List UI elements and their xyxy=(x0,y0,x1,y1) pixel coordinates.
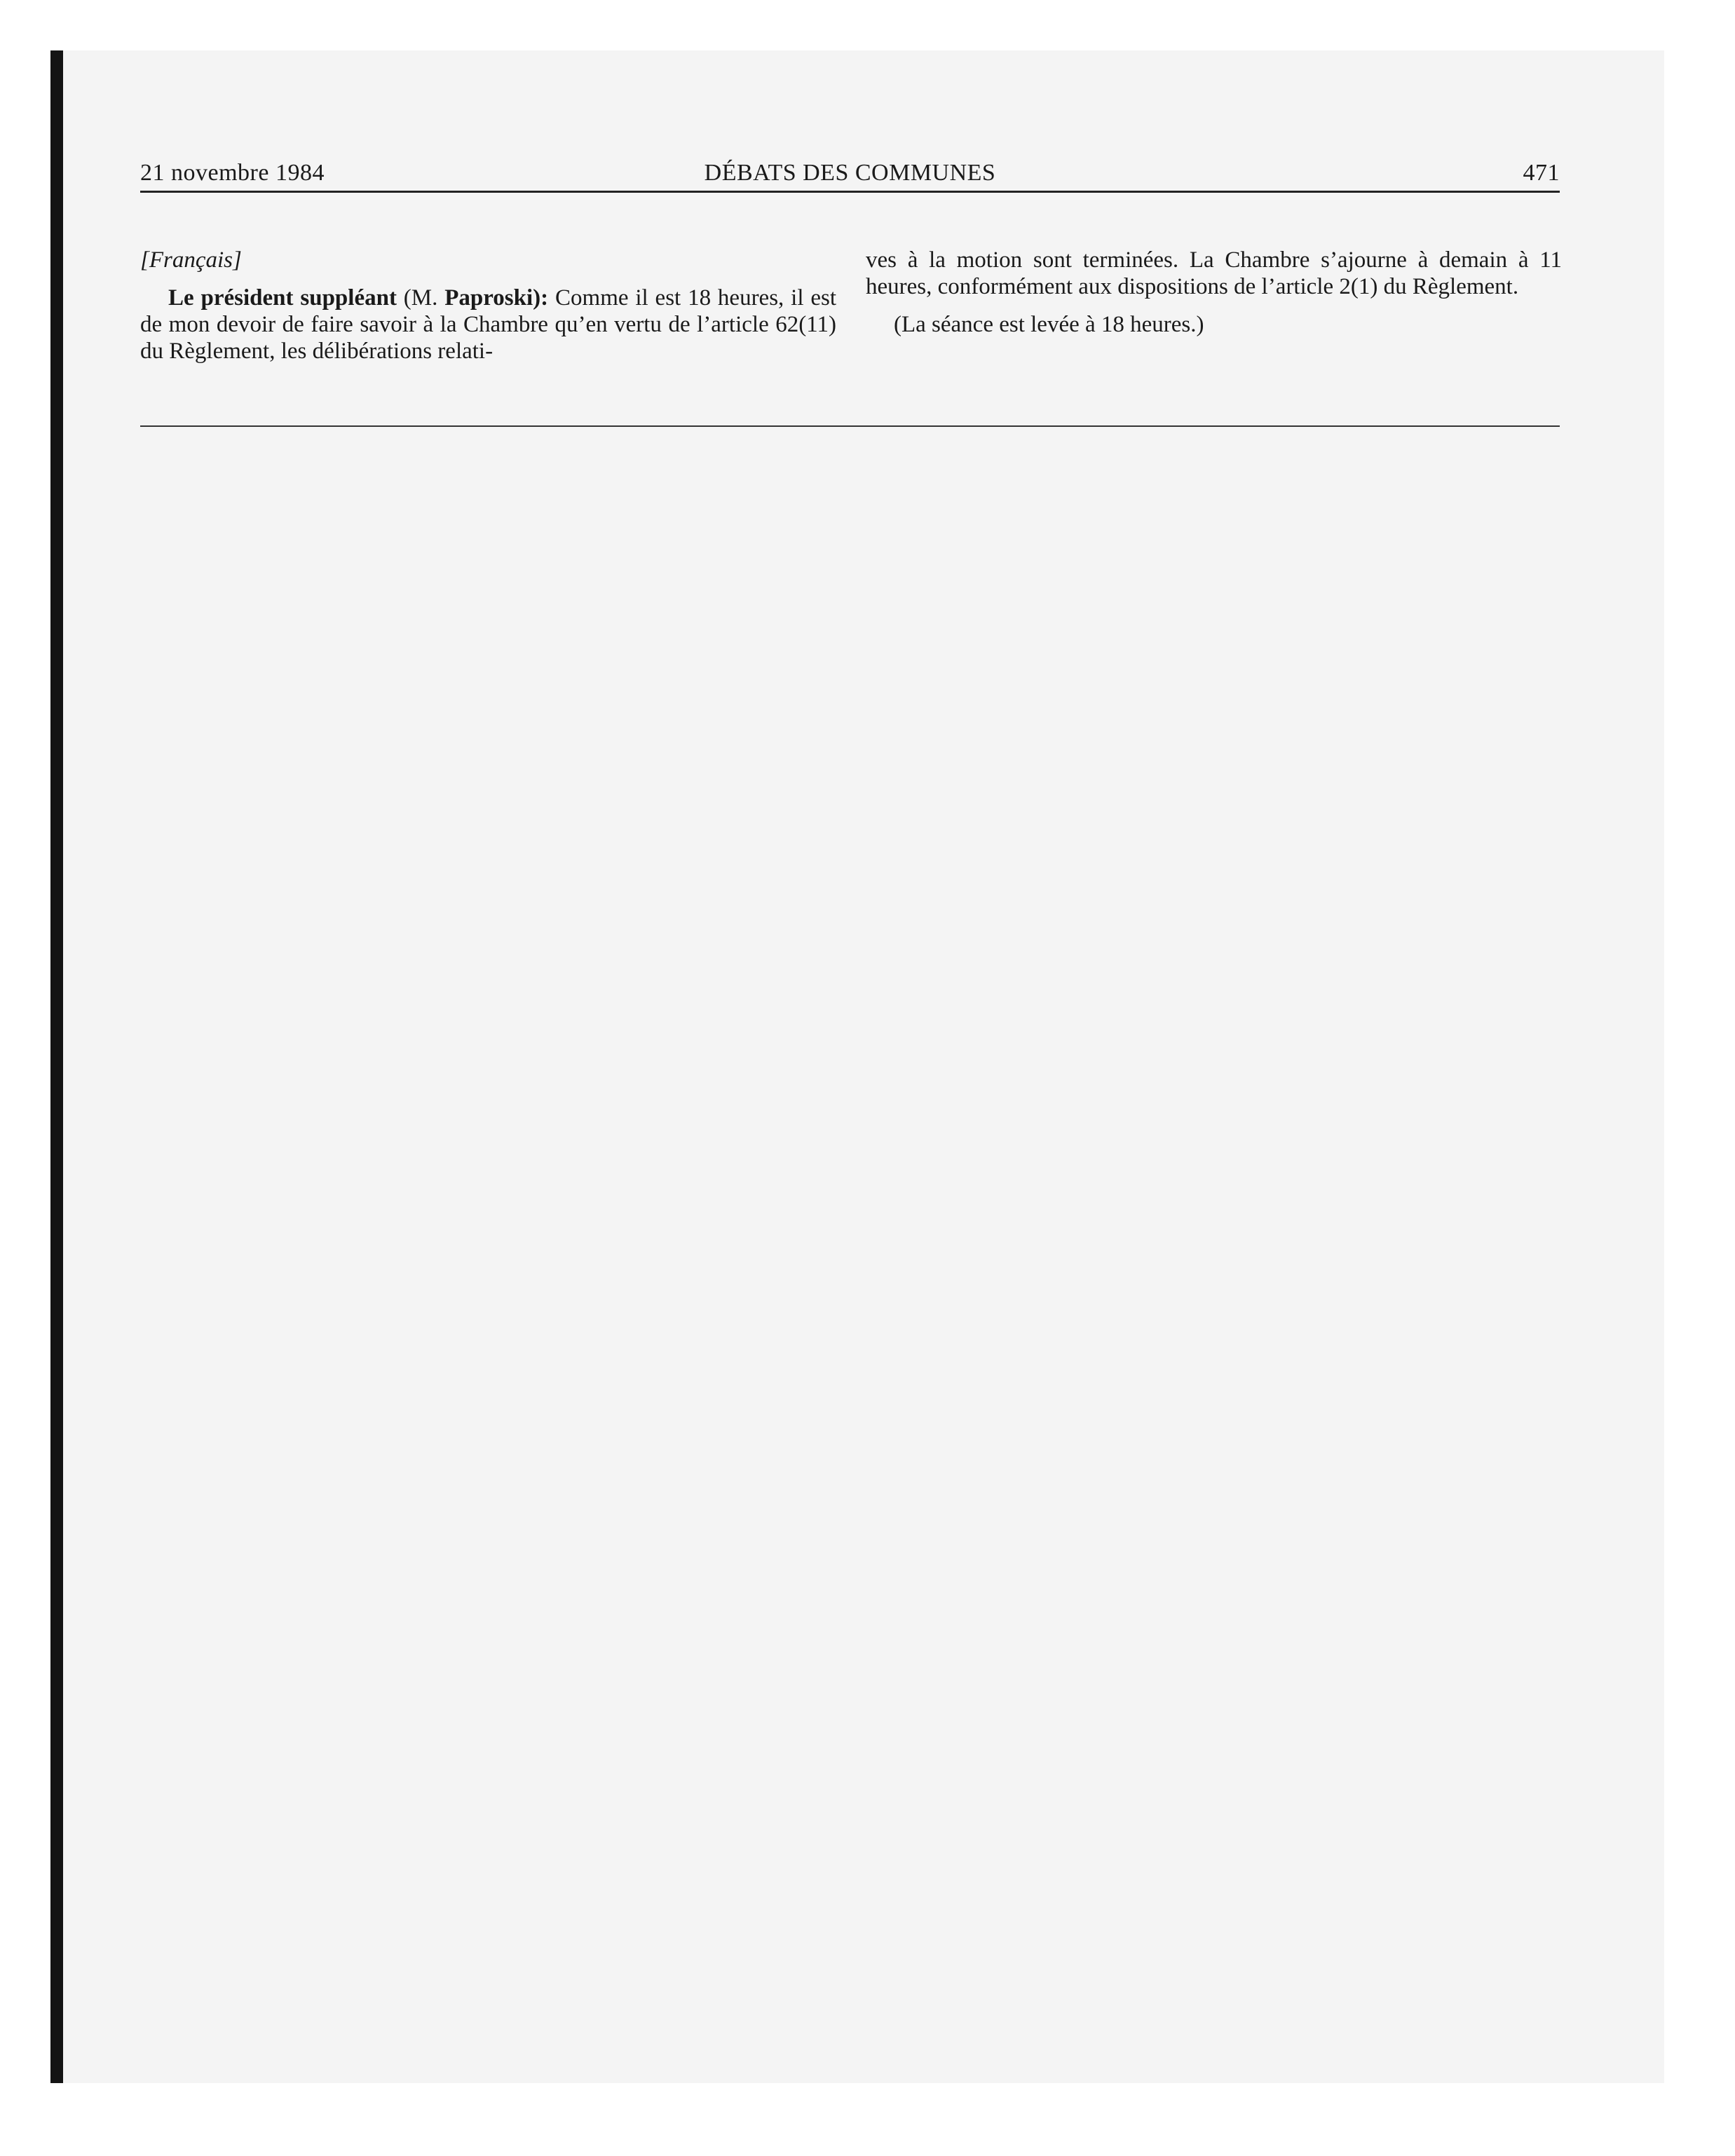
header-date: 21 novembre 1984 xyxy=(140,160,325,186)
header-rule xyxy=(140,191,1560,193)
speaker-close: ): xyxy=(533,285,549,311)
right-column xyxy=(866,247,1562,338)
speech-continuation: ves à la motion sont terminées. La Chambre s’ajourne à demain à 11 heures, conformément aux dispositions de l’article 2(1) du Règlement. xyxy=(866,247,1562,299)
speaker-paren: (M. xyxy=(396,285,445,311)
left-column xyxy=(140,247,836,364)
running-header xyxy=(140,153,1560,189)
speech-paragraph xyxy=(140,285,836,364)
language-marker: [Français] xyxy=(140,247,242,273)
header-title: DÉBATS DES COMMUNES xyxy=(704,160,996,186)
adjournment-note: (La séance est levée à 18 heures.) xyxy=(894,312,1204,337)
speaker-name: Paproski xyxy=(444,285,533,311)
page-number: 471 xyxy=(1523,160,1560,186)
speech-text: Comme il est 18 heures, il est de mon devoir de faire savoir à la Chambre qu’en vertu de l’article 62(11) du Règlement, les délibérations relati- xyxy=(140,285,837,364)
binding-edge xyxy=(50,50,63,2083)
speaker-title: Le président suppléant xyxy=(168,285,397,311)
section-end-rule xyxy=(140,425,1560,427)
